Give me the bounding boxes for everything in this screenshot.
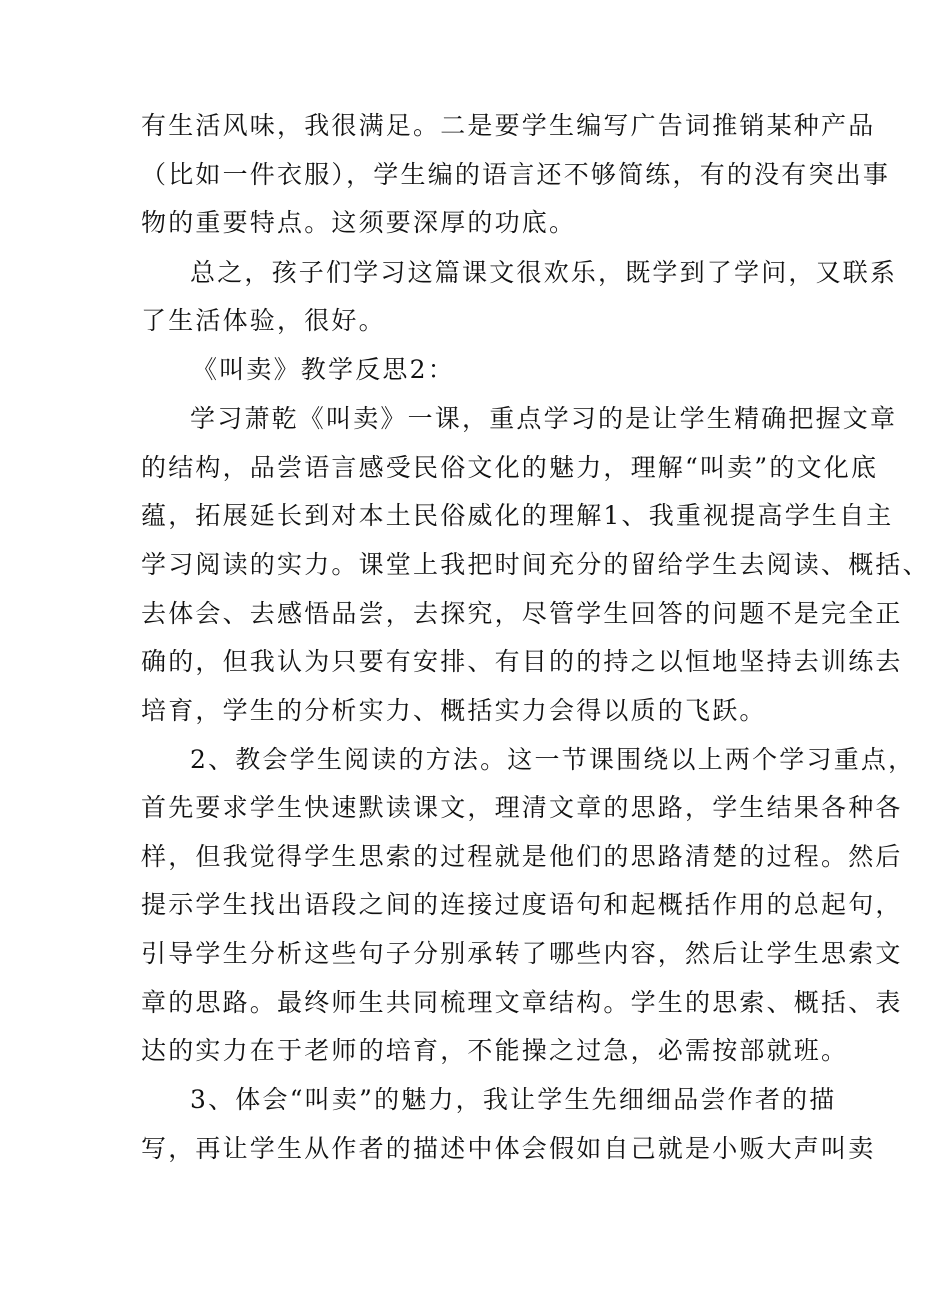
text-line: 达的实力在于老师的培育，不能操之过急，必需按部就班。 bbox=[141, 1036, 849, 1065]
text-line: 去体会、去感悟品尝，去探究，尽管学生回答的问题不是完全正 bbox=[141, 599, 903, 628]
text-line: 总之，孩子们学习这篇课文很欢乐，既学到了学问，又联系 bbox=[190, 258, 898, 287]
text-line: 2、教会学生阅读的方法。这一节课围绕以上两个学习重点， bbox=[190, 745, 916, 774]
text-line: 章的思路。最终师生共同梳理文章结构。学生的思索、概括、表 bbox=[141, 988, 903, 1017]
text-line: 学习阅读的实力。课堂上我把时间充分的留给学生去阅读、概括、 bbox=[141, 550, 930, 579]
text-line: 引导学生分析这些句子分别承转了哪些内容，然后让学生思索文 bbox=[141, 939, 903, 968]
text-line: 有生活风味，我很满足。二是要学生编写广告词推销某种产品 bbox=[141, 111, 876, 140]
text-line: 物的重要特点。这须要深厚的功底。 bbox=[141, 208, 577, 237]
text-line: 的结构，品尝语言感受民俗文化的魅力，理解“叫卖”的文化底 bbox=[141, 453, 879, 482]
text-line: （比如一件衣服），学生编的语言还不够简练，有的没有突出事 bbox=[141, 160, 891, 189]
text-line: 学习萧乾《叫卖》一课，重点学习的是让学生精确把握文章 bbox=[190, 404, 898, 433]
text-line: 写，再让学生从作者的描述中体会假如自己就是小贩大声叫卖 bbox=[141, 1134, 876, 1163]
text-line: 首先要求学生快速默读课文，理清文章的思路，学生结果各种各 bbox=[141, 793, 903, 822]
text-line: 提示学生找出语段之间的连接过度语句和起概括作用的总起句， bbox=[141, 890, 903, 919]
section-heading: 《叫卖》教学反思2： bbox=[192, 355, 455, 384]
text-line: 了生活体验，很好。 bbox=[141, 306, 386, 335]
text-line: 样，但我觉得学生思索的过程就是他们的思路清楚的过程。然后 bbox=[141, 842, 903, 871]
text-line: 确的，但我认为只要有安排、有目的的持之以恒地坚持去训练去 bbox=[141, 647, 903, 676]
text-line: 蕴，拓展延长到对本土民俗威化的理解1、我重视提高学生自主 bbox=[141, 501, 894, 530]
text-line: 3、体会“叫卖”的魅力，我让学生先细细品尝作者的描 bbox=[190, 1085, 837, 1114]
text-line: 培育，学生的分析实力、概括实力会得以质的飞跃。 bbox=[141, 696, 767, 725]
